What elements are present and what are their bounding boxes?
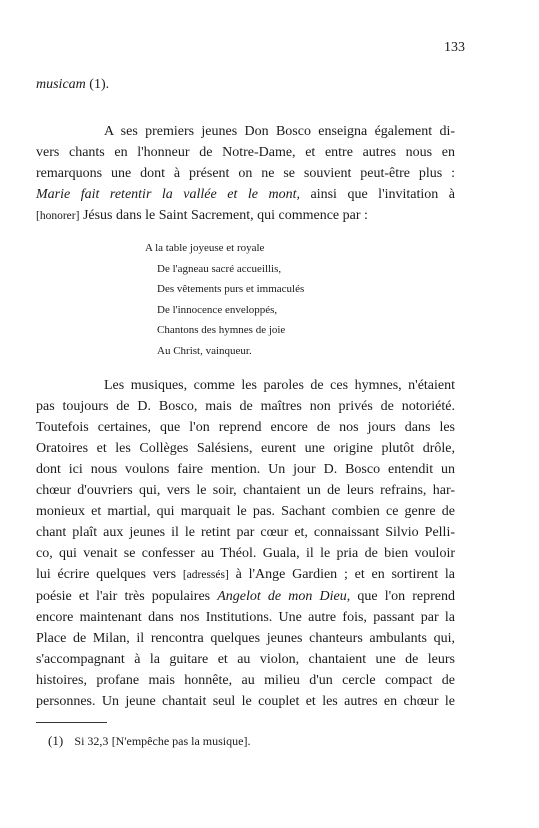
verse-line: De l'innocence enveloppés, xyxy=(157,303,278,316)
opening-line xyxy=(36,74,455,95)
footnote-separator xyxy=(36,722,107,723)
song-title-italic: Angelot de mon Dieu xyxy=(217,589,347,604)
paragraph-1 xyxy=(36,121,455,227)
paragraph-2 xyxy=(36,375,455,712)
verse-line: Chantons des hymnes de joie xyxy=(157,324,286,336)
editorial-bracket: [adressés] xyxy=(182,569,229,581)
para2-line: histoires, profane mais honnête, au milieu d'un cercle compact de xyxy=(36,673,455,688)
para2-line: chœur d'ouvriers qui, vers le soir, chantaient un de leurs refrains, har- xyxy=(36,483,455,498)
para2-line-part: à l'Ange Gardien ; et en sortirent la xyxy=(228,567,455,582)
verse-line: De l'agneau sacré accueillis, xyxy=(157,262,282,275)
verse-line: A la table joyeuse et royale xyxy=(145,242,265,254)
para1-line xyxy=(36,205,455,227)
opening-italic-word: musicam xyxy=(36,77,86,92)
verse-line: Au Christ, vainqueur. xyxy=(157,344,252,357)
para2-line: dont ici nous voulons faire mention. Un jour D. Bosco entendit un xyxy=(36,462,455,477)
para2-line-part: poésie et l'air très populaires xyxy=(36,589,218,604)
para2-line xyxy=(36,564,455,586)
hymn-verse xyxy=(145,238,304,361)
para1-line-rest: Jésus dans le Saint Sacrement, qui commence par : xyxy=(79,208,368,223)
para2-line: encore maintenant dans nos Institutions. Une autre fois, passant par la xyxy=(36,610,455,625)
footnote-marker: (1) xyxy=(48,733,64,748)
para2-line: co, qui venait se confesser au Théol. Guala, il le pria de bien vouloir xyxy=(36,546,455,561)
footnote xyxy=(48,732,250,750)
editorial-bracket: [honorer] xyxy=(36,210,80,222)
page-number: 133 xyxy=(444,40,465,55)
para2-line: s'accompagnant à la guitare et au violon, chantaient une de leurs xyxy=(36,652,455,667)
para2-line: monieux et martial, qui marquait le pas. Sachant combien ce genre de xyxy=(36,504,455,519)
para2-line: Toutefois certaines, que l'on reprend encore de nos jours dans les xyxy=(36,420,455,435)
footnote-text: [N'empêche pas la musique]. xyxy=(111,734,251,748)
para1-line: A ses premiers jeunes Don Bosco enseigna également di- xyxy=(104,124,455,139)
opening-rest: (1). xyxy=(85,77,110,92)
para2-line-part: lui écrire quelques vers xyxy=(36,567,183,582)
para2-line: chant plaît aux jeunes il le retint par cœur et, connaissant Silvio Pelli- xyxy=(36,525,455,540)
para2-line: Place de Milan, il rencontra quelques jeunes chanteurs ambulants qui, xyxy=(36,631,455,646)
para2-line: personnes. Un jeune chantait seul le couplet et les autres en chœur le xyxy=(36,694,455,709)
para2-line: Les musiques, comme les paroles de ces hymnes, n'étaient xyxy=(104,378,455,393)
para1-line xyxy=(36,184,455,205)
footnote-reference: Si 32,3 xyxy=(74,734,109,748)
verse-line: Des vêtements purs et immaculés xyxy=(157,283,305,295)
para2-line xyxy=(36,586,455,607)
para1-line: vers chants en l'honneur de Notre-Dame, et entre autres nous en xyxy=(36,145,455,160)
para1-line-rest: ainsi que l'invitation à xyxy=(299,187,455,202)
para1-line: remarquons une dont à présent on ne se souvient peut-être plus : xyxy=(36,166,455,181)
para2-line-part: , que l'on reprend xyxy=(346,589,455,604)
para2-line: pas toujours de D. Bosco, mais de maîtres non privés de notoriété. xyxy=(36,399,455,414)
para2-line: Oratoires et les Collèges Salésiens, eurent une origine plutôt drôle, xyxy=(36,441,455,456)
song-title-italic: Marie fait retentir la vallée et le mont, xyxy=(36,187,300,202)
